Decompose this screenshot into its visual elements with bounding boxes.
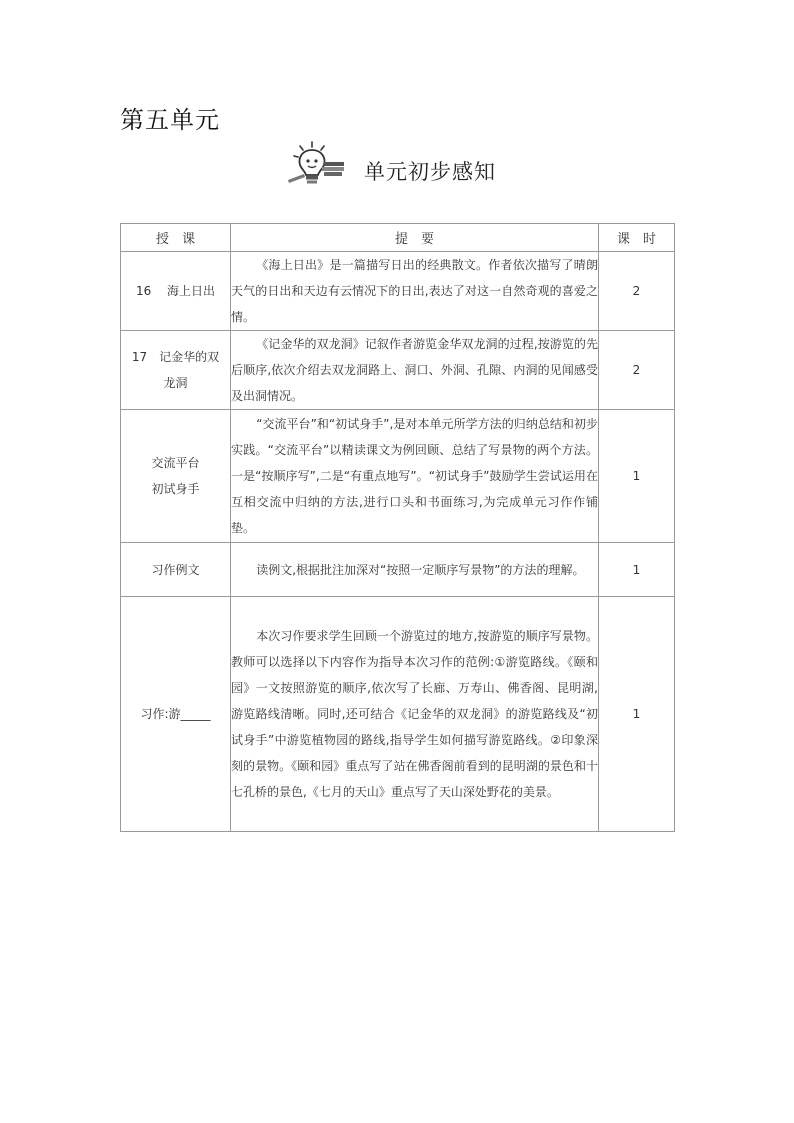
- hours-cell: 1: [599, 543, 675, 597]
- section-heading: [286, 140, 496, 190]
- lesson-cell: 17 记金华的双 龙洞: [121, 331, 231, 410]
- table-row: [121, 331, 675, 410]
- hours-cell: 1: [599, 410, 675, 543]
- lesson-cell: 交流平台 初试身手: [121, 410, 231, 543]
- summary-cell: “交流平台”和“初试身手”,是对本单元所学方法的归纳总结和初步实践。“交流平台”以精读课文为例回顾、总结了写景物的两个方法。一是“按顺序写”,二是“有重点地写”。“初试身手”鼓励学生尝试运用在互相交流中归纳的方法,进行口头和书面练习,为完成单元习作作铺垫。: [231, 410, 599, 543]
- lesson-cell: 习作:游_____: [121, 597, 231, 832]
- table-row: [121, 252, 675, 331]
- header-lesson: 授 课: [121, 224, 231, 252]
- table-row: [121, 543, 675, 597]
- table-row: [121, 410, 675, 543]
- summary-cell: 本次习作要求学生回顾一个游览过的地方,按游览的顺序写景物。教师可以选择以下内容作为指导本次习作的范例:①游览路线。《颐和园》一文按照游览的顺序,依次写了长廊、万寿山、佛香阁、昆明湖,游览路线清晰。同时,还可结合《记金华的双龙洞》的游览路线及“初试身手”中游览植物园的路线,指导学生如何描写游览路线。②印象深刻的景物。《颐和园》重点写了站在佛香阁前看到的昆明湖的景色和十七孔桥的景色,《七月的天山》重点写了天山深处野花的美景。: [231, 597, 599, 832]
- summary-cell: 读例文,根据批注加深对“按照一定顺序写景物”的方法的理解。: [231, 543, 599, 597]
- unit-title: 第五单元: [120, 106, 220, 134]
- section-heading-text: 单元初步感知: [364, 160, 496, 184]
- table-header-row: [121, 224, 675, 252]
- lesson-cell: 16 海上日出: [121, 252, 231, 331]
- lesson-cell: 习作例文: [121, 543, 231, 597]
- hours-cell: 2: [599, 252, 675, 331]
- header-summary: 提 要: [231, 224, 599, 252]
- lightbulb-with-books-icon: [286, 140, 350, 190]
- header-hours: 课 时: [599, 224, 675, 252]
- summary-cell: 《海上日出》是一篇描写日出的经典散文。作者依次描写了晴朗天气的日出和天边有云情况下的日出,表达了对这一自然奇观的喜爱之情。: [231, 252, 599, 331]
- summary-cell: 《记金华的双龙洞》记叙作者游览金华双龙洞的过程,按游览的先后顺序,依次介绍去双龙洞路上、洞口、外洞、孔隙、内洞的见闻感受及出洞情况。: [231, 331, 599, 410]
- lesson-plan-table: [120, 223, 675, 832]
- table-row: [121, 597, 675, 832]
- hours-cell: 2: [599, 331, 675, 410]
- hours-cell: 1: [599, 597, 675, 832]
